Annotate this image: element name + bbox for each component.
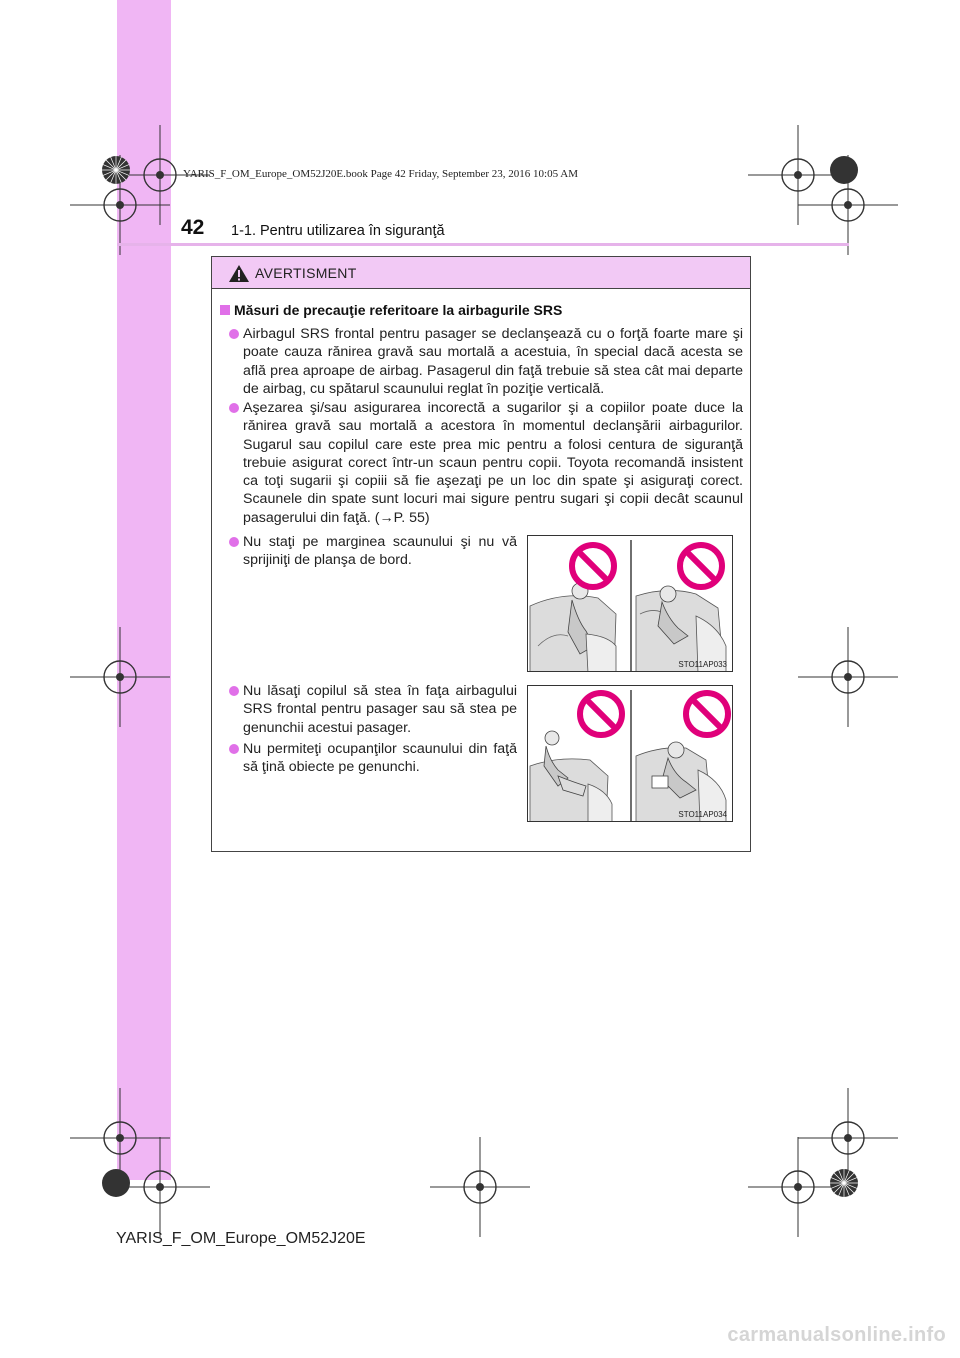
header-rule	[117, 243, 849, 246]
bullet-item	[243, 325, 743, 398]
watermark-text: carmanualsonline.info	[727, 1324, 946, 1346]
bullet-dot-icon	[229, 403, 239, 413]
bullet-text: Aşezarea şi/sau asigurarea incorectă a sugarilor şi a copiilor poate duce la rănirea gravă sau mortală a acestora în momentul declanşării airbagurilor. Sugarul sau copilul care este prea mic pentru a folosi centura de siguranţă trebuie asigurat corect într-un scaun pentru copii. Toyota recomandă insistent ca toţi sugarii şi copiii să fie aşezaţi pe un loc din spate şi asiguraţi corect. Scaunele din spate sunt locuri mai sigure pentru sugari şi copii decât scaunul pasagerului din faţă. (→P. 55)	[243, 400, 743, 526]
illustration-child-in-front	[527, 685, 733, 822]
prohibition-icon	[568, 541, 618, 596]
bullet-item	[243, 740, 517, 777]
prohibition-icon	[682, 689, 732, 744]
illustration-caption: STO11AP034	[678, 810, 727, 819]
warning-header	[212, 257, 750, 289]
warning-heading	[220, 302, 562, 318]
bullet-dot-icon	[229, 329, 239, 339]
warning-heading-text: Măsuri de precauţie referitoare la airbagurile SRS	[234, 302, 563, 318]
registration-mark-icon	[430, 1137, 530, 1237]
registration-mark-icon	[70, 627, 170, 727]
bullet-item	[243, 533, 517, 570]
illustration-edge-of-seat	[527, 535, 733, 672]
bullet-item	[243, 399, 743, 527]
illustration-caption: STO11AP033	[678, 660, 727, 669]
prohibition-icon	[576, 689, 626, 744]
bullet-dot-icon	[229, 744, 239, 754]
bullet-dot-icon	[229, 686, 239, 696]
starburst-mark-icon	[829, 155, 859, 185]
registration-mark-icon	[798, 627, 898, 727]
warning-label: AVERTISMENT	[255, 265, 357, 281]
bullet-text: Nu staţi pe marginea scaunului şi nu vă sprijiniţi de planşa de bord.	[243, 534, 517, 569]
starburst-mark-icon	[829, 1168, 859, 1198]
prohibition-icon	[676, 541, 726, 596]
starburst-mark-icon	[101, 155, 131, 185]
bullet-text: Nu permiteţi ocupanţilor scaunului din faţă să ţină obiecte pe genunchi.	[243, 741, 517, 776]
footer-manual-id: YARIS_F_OM_Europe_OM52J20E	[116, 1230, 366, 1247]
bullet-item	[243, 682, 517, 737]
bullet-text: Nu lăsaţi copilul să stea în faţa airbagului SRS frontal pentru pasager sau să stea pe genunchii acestui pasager.	[243, 683, 517, 736]
warning-triangle-icon	[228, 264, 250, 288]
section-title: 1-1. Pentru utilizarea în siguranţă	[231, 223, 445, 239]
page-number: 42	[181, 216, 205, 239]
bullet-dot-icon	[229, 537, 239, 547]
square-bullet-icon	[220, 305, 230, 315]
warning-box	[211, 256, 751, 852]
print-header: YARIS_F_OM_Europe_OM52J20E.book Page 42 Friday, September 23, 2016 10:05 AM	[183, 168, 578, 180]
bullet-text: Airbagul SRS frontal pentru pasager se declanşează cu o forţă foarte mare şi poate cauza rănirea gravă sau mortală a acestuia, în special dacă acesta se află prea aproape de airbag. Pasagerul din faţă trebuie să stea cât mai departe de airbag, cu spătarul scaunului reglat în poziţie verticală.	[243, 326, 743, 397]
starburst-mark-icon	[101, 1168, 131, 1198]
